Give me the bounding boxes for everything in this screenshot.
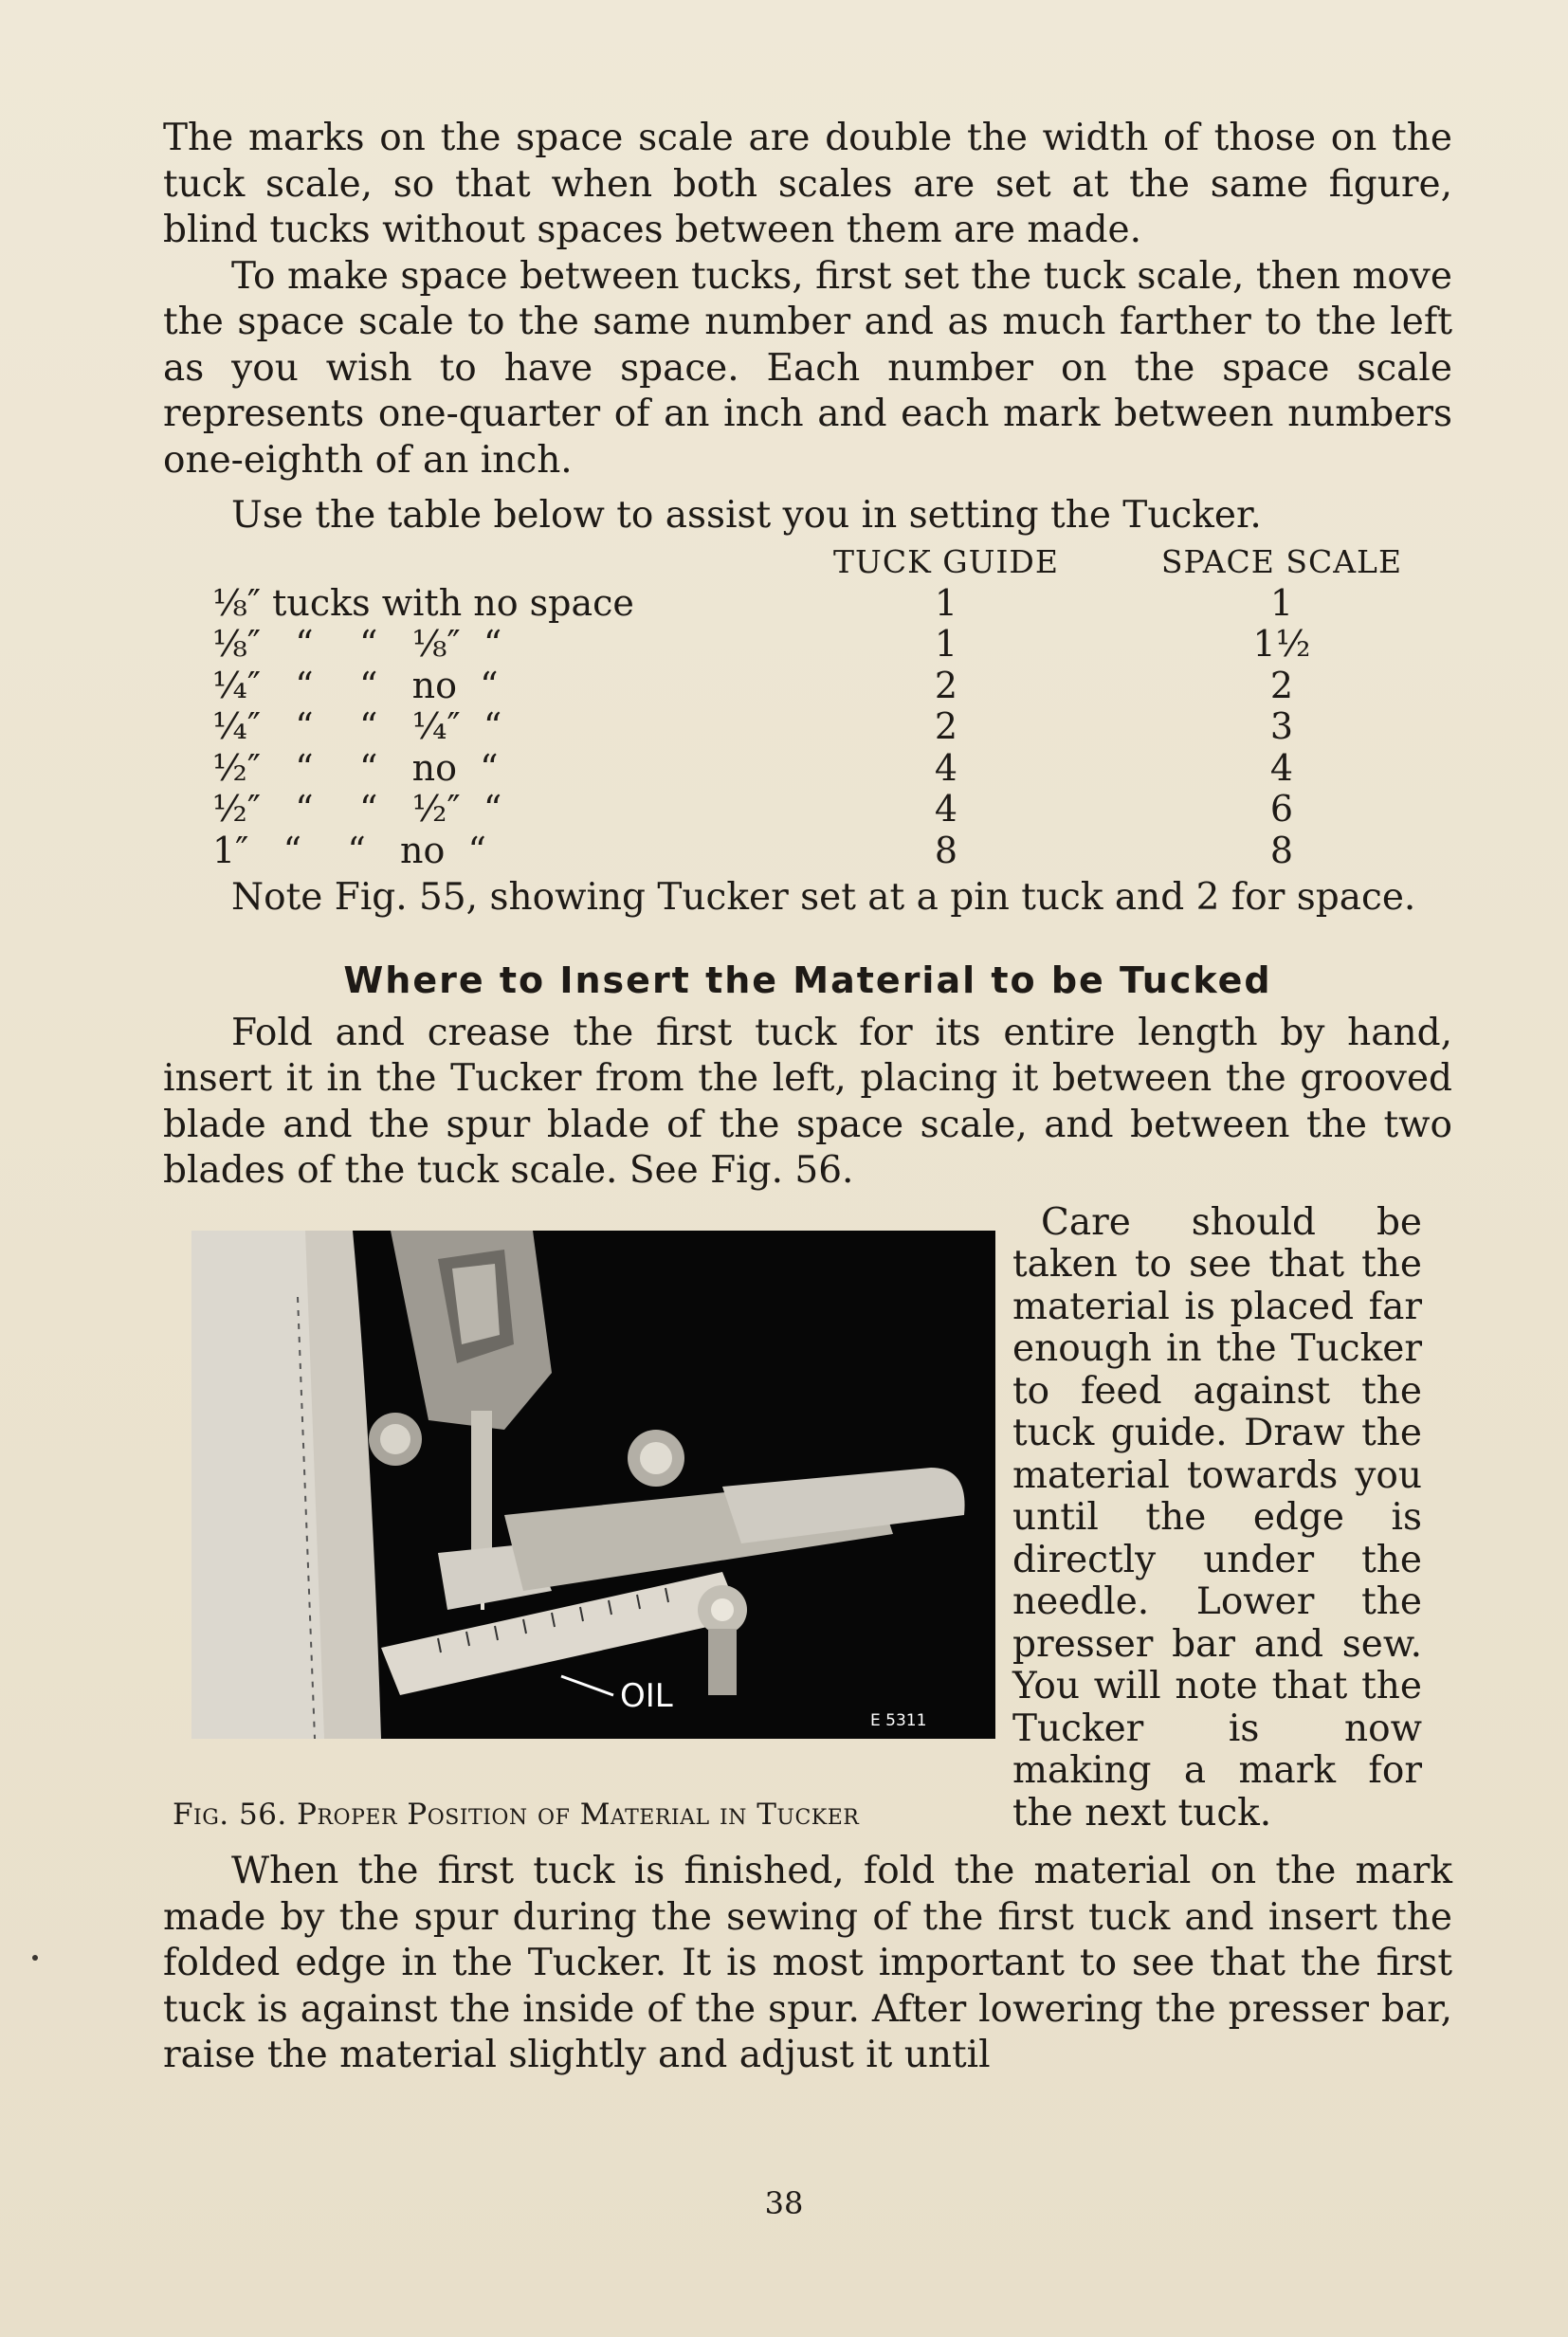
tuck-settings-table [212,541,1450,872]
row-description: ½″ “ “ ½″ “ [212,788,502,830]
side-column [1012,1202,1422,1838]
page-number: 38 [764,2185,804,2221]
paragraph-insert-material: Fold and crease the first tuck for its entire length by hand, insert it in the Tucker from the left, placing it between the grooved blade and the spur blade of the space scale, and between the two blades of the tuck scale. See Fig. 56. [163,1011,1452,1192]
row-description: 1″ “ “ no “ [212,829,486,871]
oil-label: OIL [620,1676,673,1715]
row-tuck-guide: 4 [934,746,958,789]
row-space-scale: 4 [1269,746,1294,789]
row-tuck-guide: 8 [934,829,958,871]
table-row [212,748,1450,790]
row-space-scale: 1 [1269,581,1294,624]
paragraph-after-first-tuck: When the first tuck is finished, fold the material on the mark made by the spur during the sewing of the first tuck and insert the folded edge in the Tucker. It is most important to see that the first tuck is against the inside of the spur. After lowering the presser bar, raise the material slightly and adjust it until [163,1850,1452,2076]
table-header-desc [212,541,779,583]
row-tuck-guide: 1 [934,623,958,665]
plate-code: E 5311 [870,1710,927,1730]
page-content [163,116,1452,2079]
paragraph-scale-marks: The marks on the space scale are double the width of those on the tuck scale, so that when both scales are set at the same figure, blind tucks without spaces between them are made. [163,117,1452,251]
section-heading: Where to Insert the Material to be Tucked [343,959,1272,1001]
note-fig-55: Note Fig. 55, showing Tucker set at a pin tuck and 2 for space. [231,876,1416,919]
paragraph-care: Care should be taken to see that the material is placed far enough in the Tucker to feed against the tuck guide. Draw the material towards you until the edge is directly under the needle. Lower the presser bar and sew. You will note that the Tucker is now making a mark for the next tuck. [1012,1200,1422,1835]
row-space-scale: 2 [1269,664,1294,706]
row-tuck-guide: 2 [934,705,958,747]
row-description: ¼″ “ “ ¼″ “ [212,705,502,747]
figure-block [163,1202,1452,1838]
row-description: ¼″ “ “ no “ [212,664,499,706]
row-description: ⅛″ tucks with no space [212,581,634,624]
row-space-scale: 1½ [1252,623,1311,665]
figure-caption: Fig. 56. Proper Position of Material in Tucker [173,1797,860,1832]
figure-column [163,1202,1009,1838]
tucker-photo [191,1231,995,1739]
row-space-scale: 6 [1269,788,1294,830]
row-space-scale: 3 [1269,705,1294,747]
table-row [212,666,1450,707]
table-header-row [212,541,1450,583]
tucker-illustration [191,1231,995,1739]
row-tuck-guide: 1 [934,581,958,624]
table-row [212,706,1450,748]
table-header-space-scale: SPACE SCALE [1160,542,1403,580]
row-tuck-guide: 4 [934,788,958,830]
table-row [212,831,1450,872]
table-row [212,624,1450,666]
table-row [212,789,1450,831]
table-row [212,583,1450,625]
table-header-tuck-guide: TUCK GUIDE [833,542,1059,580]
row-description: ⅛″ “ “ ⅛″ “ [212,623,502,665]
print-speck [32,1955,38,1961]
paragraph-table-intro: Use the table below to assist you in setting the Tucker. [231,494,1262,537]
row-space-scale: 8 [1269,829,1294,871]
row-tuck-guide: 2 [934,664,958,706]
paragraph-spacing: To make space between tucks, first set the tuck scale, then move the space scale to the same number and as much farther to the left as you wish to have space. Each number on the space scale represents one-quarter of an inch and each mark between numbers one-eighth of an inch. [163,254,1452,482]
row-description: ½″ “ “ no “ [212,746,499,789]
